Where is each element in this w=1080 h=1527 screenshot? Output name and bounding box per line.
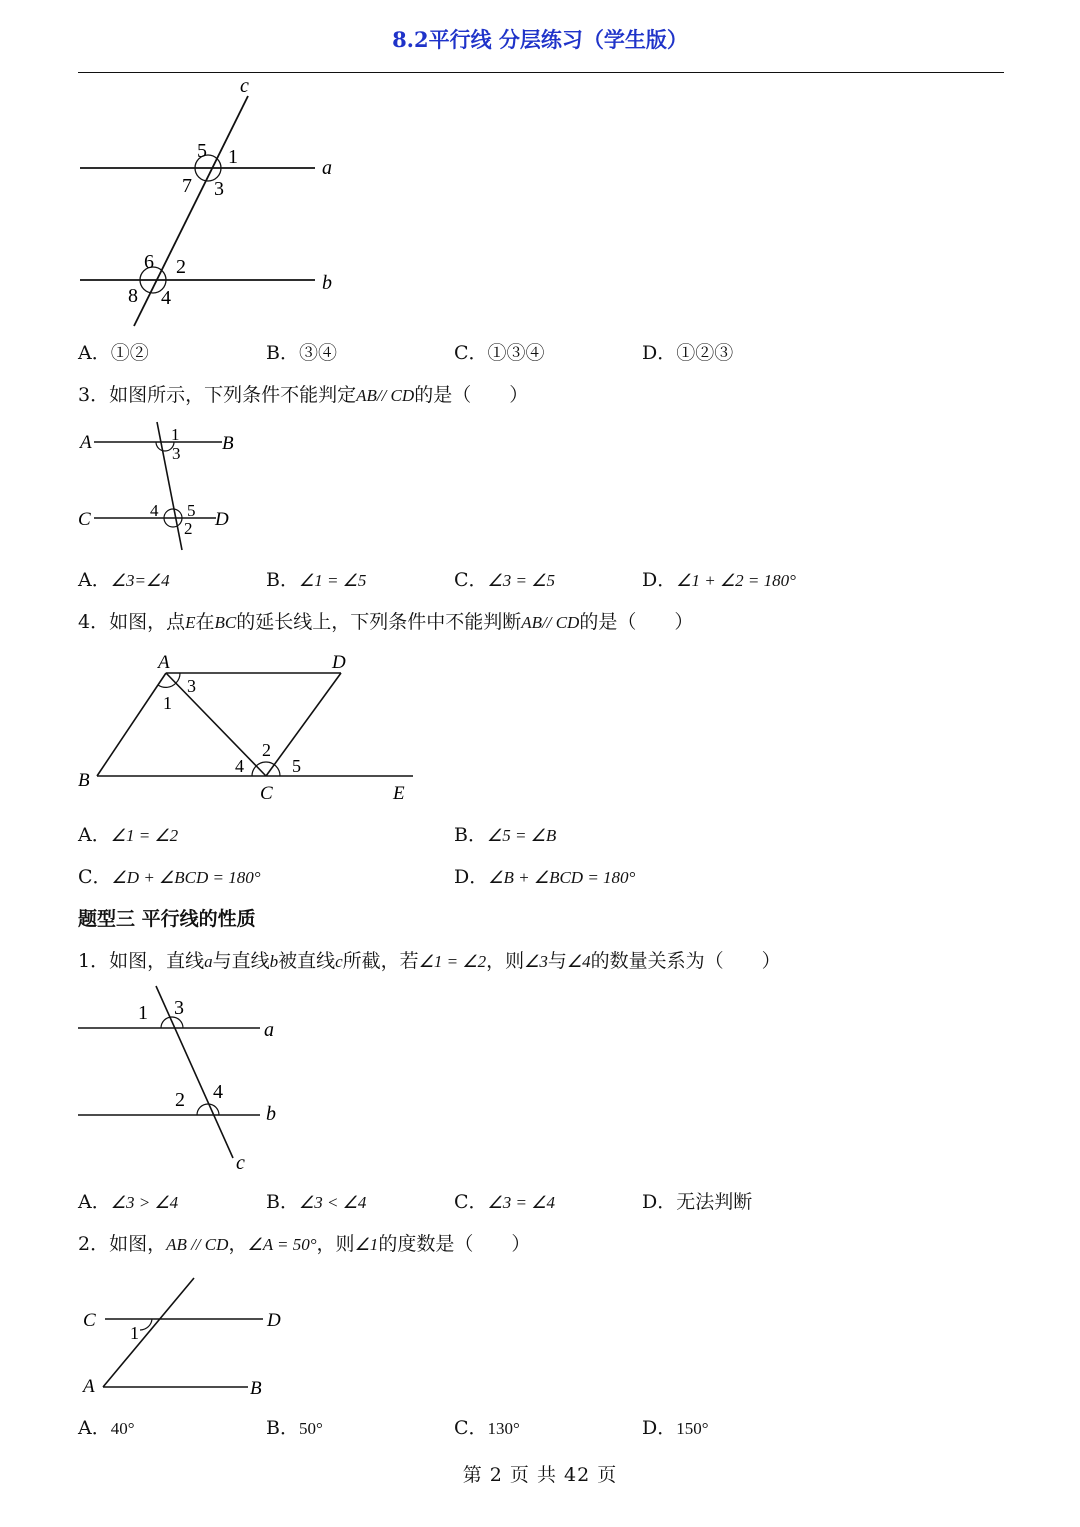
option-letter: C． [454, 342, 488, 364]
option-letter: D． [642, 1417, 677, 1439]
option-text: ∠3 = ∠5 [487, 571, 555, 590]
q4-fig-angle-4: 4 [235, 756, 244, 776]
q4-fig-angle-3: 3 [187, 676, 196, 696]
s3q2-fig-angle-1: 1 [130, 1323, 139, 1343]
option-text: ∠3 = ∠4 [487, 1193, 555, 1212]
s3q2-fig-label-A: A [83, 1376, 95, 1397]
option-letter: A． [78, 824, 111, 846]
option-letter: D． [642, 569, 677, 591]
header-divider [78, 72, 1004, 73]
page-header-title: 8.2平行线 分层练习（学生版） [392, 27, 688, 52]
prev-option-a[interactable] [78, 340, 149, 366]
s3q2-text-1: 2．如图， [78, 1233, 167, 1255]
figure-s3q2-lines-ab-cd [70, 1270, 300, 1400]
fig1-angle-5: 5 [197, 140, 207, 162]
s3q1-option-c[interactable] [454, 1189, 555, 1216]
option-text: 50° [298, 1419, 323, 1438]
option-text: 130° [487, 1419, 520, 1438]
q4-fig-angle-2: 2 [262, 740, 271, 760]
q3-option-b[interactable] [266, 567, 366, 594]
prev-option-d[interactable] [642, 340, 733, 366]
figure-q4-trapezoid-abcde [70, 648, 420, 808]
option-letter: B． [266, 1191, 299, 1213]
s3q1-math-angle4: ∠4 [566, 952, 591, 971]
s3q2-text-2: ， [228, 1233, 248, 1255]
option-text: ①②③ [676, 342, 734, 364]
option-text: ∠B + ∠BCD = 180° [488, 868, 636, 887]
option-letter: D． [642, 342, 677, 364]
q4-fig-label-C: C [260, 783, 273, 804]
s3q2-math-angle1: ∠1 [354, 1235, 379, 1254]
q4-text-2: 在 [195, 611, 215, 633]
s3-question-1-stem [78, 948, 781, 975]
option-text: ∠5 = ∠B [486, 826, 557, 845]
q4-math-bc: BC [214, 613, 237, 632]
fig1-angle-7: 7 [182, 175, 192, 197]
q3-math-ab-cd: AB// CD [356, 386, 415, 405]
s3q1-option-b[interactable] [266, 1189, 366, 1216]
s3q1-text-1: 1．如图，直线 [78, 950, 205, 972]
page-footer-page-number: 第 2 页 共 42 页 [462, 1464, 618, 1486]
option-text: 40° [110, 1419, 135, 1438]
s3q2-option-d[interactable] [642, 1415, 709, 1442]
q4-fig-label-A: A [158, 652, 170, 673]
s3q2-option-c[interactable] [454, 1415, 520, 1442]
s3-question-2-stem [78, 1231, 530, 1258]
q3-option-a[interactable] [78, 567, 170, 594]
s3q2-math-angle-a: ∠A = 50° [247, 1235, 317, 1254]
section-title-type-3: 题型三 平行线的性质 [78, 908, 256, 930]
option-letter: B． [266, 342, 299, 364]
s3q1-fig-label-c: c [236, 1152, 245, 1174]
option-text: ∠3 > ∠4 [110, 1193, 179, 1212]
s3q2-text-4: 的度数是（ ） [378, 1233, 531, 1255]
prev-option-c[interactable] [454, 340, 545, 366]
s3q2-math-ab-cd: AB // CD [166, 1235, 229, 1254]
q4-text-3: 的延长线上，下列条件中不能判断 [236, 611, 522, 633]
s3q1-text-6: 与 [547, 950, 567, 972]
q4-option-d[interactable] [454, 864, 635, 891]
s3q1-math-a: a [204, 952, 213, 971]
option-letter: A． [78, 569, 111, 591]
q4-text-4: 的是（ ） [579, 611, 694, 633]
q4-fig-label-E: E [393, 783, 405, 804]
q3-fig-angle-5: 5 [187, 501, 196, 520]
option-letter: C． [454, 569, 488, 591]
s3q1-fig-label-b: b [266, 1103, 276, 1125]
option-text: 无法判断 [676, 1191, 753, 1213]
q3-fig-label-D: D [215, 509, 229, 530]
s3q1-option-d[interactable] [642, 1189, 752, 1215]
option-letter: D． [454, 866, 489, 888]
figure-lines-abc-angles-1-8 [70, 76, 370, 336]
s3q1-math-angle-eq: ∠1 = ∠2 [418, 952, 487, 971]
s3q1-fig-angle-4: 4 [213, 1081, 223, 1103]
s3q1-fig-angle-2: 2 [175, 1089, 185, 1111]
option-letter: A． [78, 1417, 111, 1439]
question-3-stem [78, 382, 528, 409]
q4-fig-label-D: D [332, 652, 346, 673]
fig1-angle-6: 6 [144, 251, 154, 273]
s3q2-option-a[interactable] [78, 1415, 135, 1442]
figure-q3-lines-ab-cd [70, 420, 270, 560]
s3q1-fig-angle-1: 1 [138, 1002, 148, 1024]
option-letter: D． [642, 1191, 677, 1213]
s3q1-text-3: 被直线 [278, 950, 336, 972]
q3-fig-angle-2: 2 [184, 519, 193, 538]
s3q1-math-c: c [335, 952, 343, 971]
q3-fig-label-B: B [222, 433, 234, 454]
s3q1-option-a[interactable] [78, 1189, 178, 1216]
s3q1-text-5: ，则 [486, 950, 525, 972]
s3q1-text-2: 与直线 [212, 950, 270, 972]
option-text: ①② [110, 342, 149, 364]
s3q2-fig-label-C: C [83, 1310, 96, 1331]
option-text: ∠3 < ∠4 [298, 1193, 367, 1212]
fig1-label-a: a [322, 157, 332, 179]
q4-option-c[interactable] [78, 864, 261, 891]
q4-math-e: E [185, 613, 196, 632]
fig1-angle-3: 3 [214, 178, 224, 200]
option-text: ③④ [298, 342, 337, 364]
q3-fig-label-C: C [78, 509, 91, 530]
q3-fig-label-A: A [80, 432, 92, 453]
q3-text-prefix: 3．如图所示，下列条件不能判定 [78, 384, 357, 406]
option-text: ∠1 + ∠2 = 180° [676, 571, 796, 590]
q3-fig-angle-1: 1 [171, 425, 180, 444]
s3q1-fig-label-a: a [264, 1019, 274, 1041]
figure-s3q1-lines-abc [70, 986, 300, 1176]
q3-option-c[interactable] [454, 567, 555, 594]
q3-text-suffix: 的是（ ） [414, 384, 529, 406]
option-letter: B． [454, 824, 487, 846]
question-4-stem [78, 609, 693, 636]
option-text: 150° [676, 1419, 709, 1438]
q4-fig-label-B: B [78, 770, 90, 791]
q4-option-a[interactable] [78, 822, 178, 849]
q4-math-ab-cd: AB// CD [521, 613, 580, 632]
option-letter: A． [78, 342, 111, 364]
fig1-angle-8: 8 [128, 285, 138, 307]
q4-text-1: 4．如图，点 [78, 611, 186, 633]
prev-option-b[interactable] [266, 340, 337, 366]
q3-option-d[interactable] [642, 567, 796, 594]
option-text: ∠1 = ∠5 [298, 571, 367, 590]
s3q1-fig-angle-3: 3 [174, 997, 184, 1019]
s3q1-math-angle3: ∠3 [524, 952, 548, 971]
q4-option-b[interactable] [454, 822, 556, 849]
s3q1-math-b: b [269, 952, 279, 971]
s3q1-text-7: 的数量关系为（ ） [590, 950, 781, 972]
option-letter: C． [454, 1417, 488, 1439]
s3q2-fig-label-B: B [250, 1378, 262, 1399]
fig1-label-c: c [240, 75, 249, 97]
option-letter: C． [78, 866, 112, 888]
q4-fig-angle-5: 5 [292, 756, 301, 776]
q3-fig-angle-4: 4 [150, 501, 159, 520]
option-letter: B． [266, 1417, 299, 1439]
option-letter: C． [454, 1191, 488, 1213]
s3q2-text-3: ，则 [316, 1233, 355, 1255]
s3q2-fig-label-D: D [267, 1310, 281, 1331]
option-letter: B． [266, 569, 299, 591]
option-text: ∠1 = ∠2 [110, 826, 179, 845]
s3q1-text-4: 所截，若 [342, 950, 419, 972]
fig1-angle-4: 4 [161, 287, 171, 309]
fig1-angle-1: 1 [228, 146, 238, 168]
fig1-angle-2: 2 [176, 256, 186, 278]
q3-fig-angle-3: 3 [172, 444, 181, 463]
option-text: ①③④ [487, 342, 545, 364]
q4-fig-angle-1: 1 [163, 693, 172, 713]
s3q2-option-b[interactable] [266, 1415, 323, 1442]
option-text: ∠D + ∠BCD = 180° [111, 868, 261, 887]
fig1-label-b: b [322, 272, 332, 294]
option-letter: A． [78, 1191, 111, 1213]
option-text: ∠3=∠4 [110, 571, 170, 590]
